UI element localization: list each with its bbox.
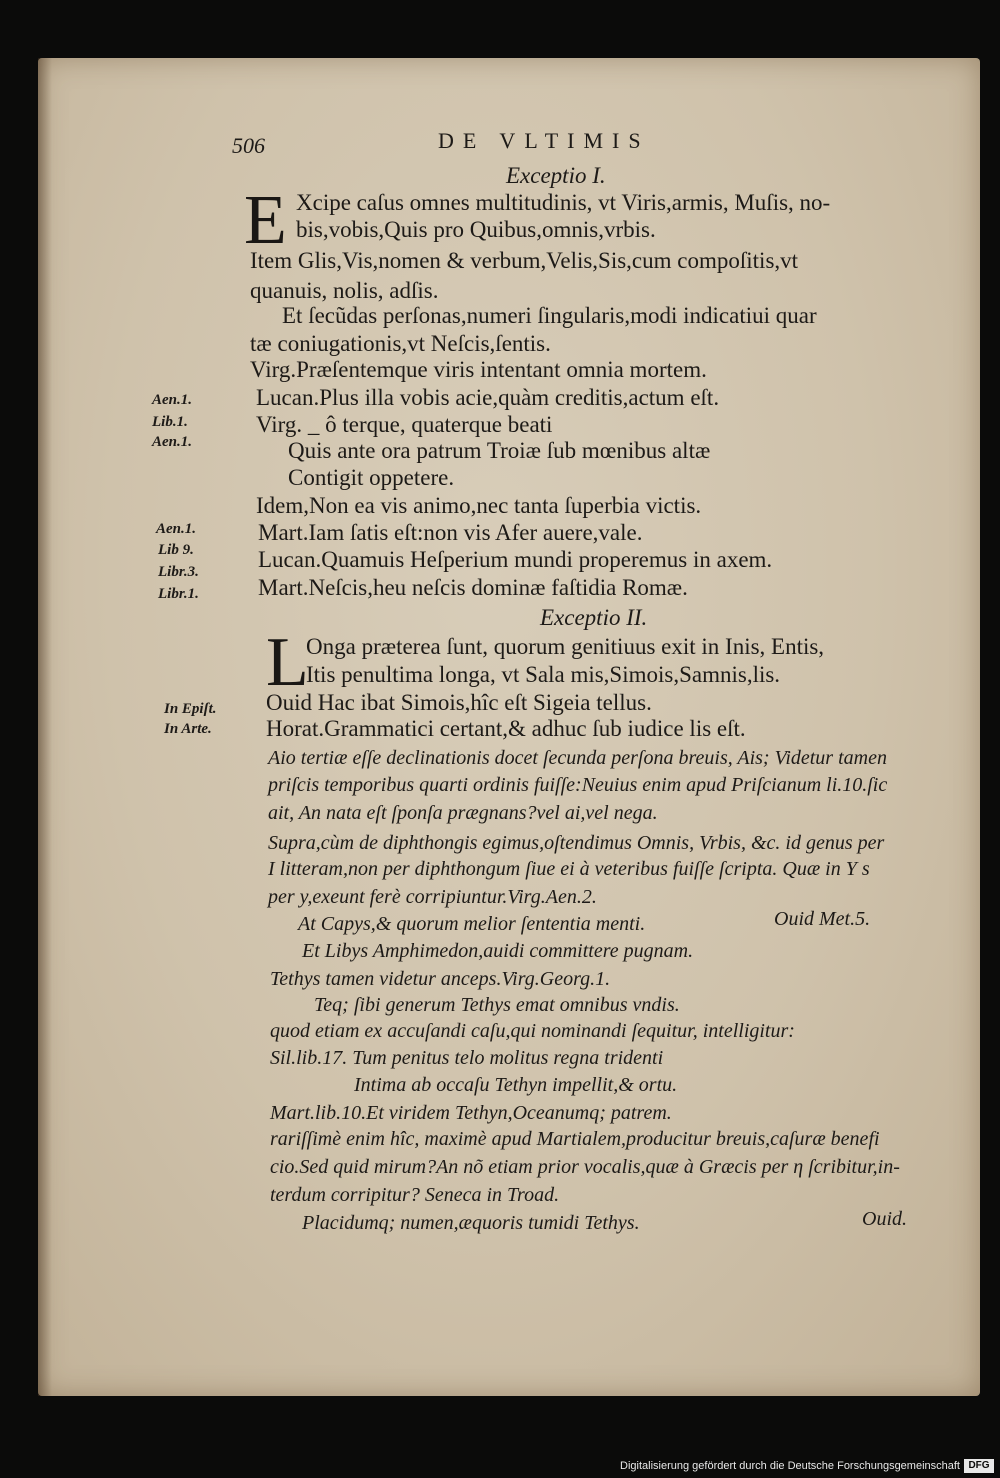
page-gutter-shadow [38,58,52,1396]
running-title: DE VLTIMIS [438,128,650,153]
section-heading-exceptio-2: Exceptio II. [540,605,648,630]
text-line: Contigit oppetere. [288,465,455,490]
commentary-line: ait, An nata eſt ſponſa prægnans?vel ai,vel nega. [268,802,658,824]
text-line: Idem,Non ea vis animo,nec tanta ſuperbia victis. [256,493,702,518]
footer-credit: Digitalisierung gefördert durch die Deutsche Forschungsgemeinschaft [620,1460,960,1472]
commentary-line: Placidumq; numen,æquoris tumidi Tethys. [302,1212,640,1234]
text-line: Virg.Præſentemque viris intentant omnia mortem. [250,357,707,382]
commentary-line: Mart.lib.10.Et viridem Tethyn,Oceanumq; patrem. [270,1102,672,1124]
commentary-line: Supra,cùm de diphthongis egimus,oſtendimus Omnis, Vrbis, &c. id genus per [268,832,885,854]
margin-note: Libr.1. [158,586,199,602]
text-line: Quis ante ora patrum Troiæ ſub mœnibus altæ [288,438,711,463]
margin-note: Lib 9. [158,542,194,558]
margin-note: Aen.1. [152,434,193,450]
dfg-logo-icon: DFG [964,1459,994,1473]
section-heading-exceptio-1: Exceptio I. [506,163,606,188]
commentary-line: Et Libys Amphimedon,auidi committere pugnam. [302,940,694,962]
commentary-line: rariſſimè enim hîc, maximè apud Martialem,producitur breuis,caſuræ benefi [270,1128,880,1150]
commentary-line: Sil.lib.17. Tum penitus telo molitus regna tridenti [270,1047,664,1069]
text-line: quanuis, nolis, adſis. [250,278,439,303]
margin-note: Lib.1. [152,414,188,430]
text-line: Lucan.Quamuis Heſperium mundi properemus in axem. [258,547,773,572]
commentary-line: terdum corripitur? Seneca in Troad. [270,1184,560,1206]
text-line: Mart.Neſcis,heu neſcis dominæ faſtidia Romæ. [258,575,688,600]
commentary-line: Intima ab occaſu Tethyn impellit,& ortu. [354,1074,678,1096]
text-line: Virg. _ ô terque, quaterque beati [256,412,553,437]
text-line: Item Glis,Vis,nomen & verbum,Velis,Sis,cum compoſitis,vt [250,248,799,273]
text-line: Lucan.Plus illa vobis acie,quàm creditis,actum eſt. [256,385,720,410]
commentary-line: At Capys,& quorum melior ſententia menti. [298,913,646,935]
catchword: Ouid. [862,1208,907,1230]
commentary-line: I litteram,non per diphthongum ſiue ei à veteribus fuiſſe ſcripta. Quæ in Y s [268,858,870,880]
dropcap-e: E [244,182,287,259]
text-line: Xcipe caſus omnes multitudinis, vt Viris,armis, Muſis, no- [296,190,831,215]
commentary-line: priſcis temporibus quarti ordinis fuiſſe:Neuius enim apud Priſcianum li.10.ſic [268,774,888,796]
margin-note: Libr.3. [158,564,199,580]
margin-note: In Arte. [164,721,212,737]
text-line: Ouid Hac ibat Simois,hîc eſt Sigeia tellus. [266,690,652,715]
text-line: Onga præterea ſunt, quorum genitiuus exit in Inis, Entis, [306,634,825,659]
margin-note: In Epiſt. [164,701,217,717]
commentary-line: Teq; ſibi generum Tethys emat omnibus vndis. [314,994,680,1016]
commentary-line: Tethys tamen videtur anceps.Virg.Georg.1. [270,968,611,990]
commentary-line: per y,exeunt ferè corripiuntur.Virg.Aen.2. [268,886,597,908]
inline-reference: Ouid Met.5. [774,908,871,930]
margin-note: Aen.1. [156,521,197,537]
footer-bar [0,1456,1000,1478]
commentary-line: Aio tertiæ eſſe declinationis docet ſecunda perſona breuis, Ais; Videtur tamen [268,747,887,769]
page-number: 506 [232,133,265,158]
text-line: Horat.Grammatici certant,& adhuc ſub iudice lis eſt. [266,716,746,741]
text-line: Et ſecũdas perſonas,numeri ſingularis,modi indicatiui quar [282,303,817,328]
text-line: bis,vobis,Quis pro Quibus,omnis,vrbis. [296,217,656,242]
text-line: Mart.Iam ſatis eſt:non vis Afer auere,vale. [258,520,643,545]
commentary-line: cio.Sed quid mirum?An nõ etiam prior vocalis,quæ à Græcis per η ſcribitur,in- [270,1156,900,1178]
commentary-line: quod etiam ex accuſandi caſu,qui nominandi ſequitur, intelligitur: [270,1020,795,1042]
dropcap-l: L [266,624,309,701]
text-line: tæ coniugationis,vt Neſcis,ſentis. [250,331,551,356]
margin-note: Aen.1. [152,392,193,408]
text-line: Itis penultima longa, vt Sala mis,Simois,Samnis,lis. [306,662,781,687]
